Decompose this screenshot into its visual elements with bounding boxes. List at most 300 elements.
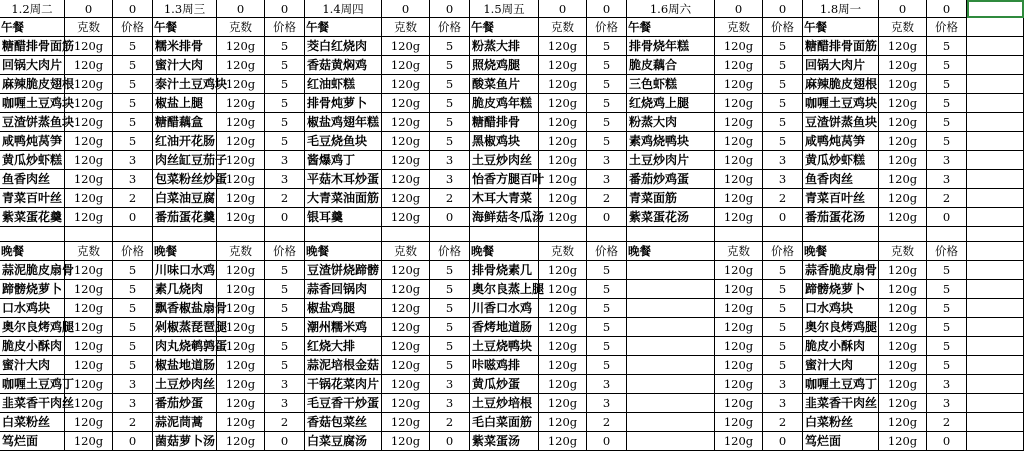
gram-value[interactable]: 120g bbox=[217, 394, 265, 413]
price-value[interactable]: 0 bbox=[587, 432, 627, 451]
gram-value[interactable]: 120g bbox=[715, 337, 763, 356]
dinner-label[interactable]: 晚餐 bbox=[153, 242, 217, 261]
empty-cell[interactable] bbox=[967, 375, 1024, 394]
price-label[interactable]: 价格 bbox=[763, 242, 803, 261]
gram-label[interactable]: 克数 bbox=[65, 242, 113, 261]
gram-value[interactable]: 120g bbox=[65, 394, 113, 413]
gram-value[interactable]: 120g bbox=[539, 151, 587, 170]
empty-cell[interactable] bbox=[803, 227, 879, 242]
gram-value[interactable]: 120g bbox=[879, 280, 927, 299]
price-value[interactable]: 3 bbox=[430, 170, 470, 189]
price-value[interactable]: 5 bbox=[587, 113, 627, 132]
price-value[interactable]: 5 bbox=[927, 75, 967, 94]
gram-value[interactable]: 120g bbox=[715, 280, 763, 299]
dish-name[interactable]: 紫菜蛋花羹 bbox=[0, 208, 65, 227]
gram-value[interactable]: 120g bbox=[382, 413, 430, 432]
gram-value[interactable]: 120g bbox=[539, 299, 587, 318]
gram-value[interactable]: 120g bbox=[539, 280, 587, 299]
gram-value[interactable]: 120g bbox=[382, 432, 430, 451]
price-value[interactable]: 3 bbox=[927, 170, 967, 189]
price-value[interactable]: 3 bbox=[265, 375, 305, 394]
date-header[interactable]: 1.5周五 bbox=[470, 0, 539, 18]
price-label[interactable]: 价格 bbox=[265, 242, 305, 261]
dish-name[interactable]: 蒜泥培根金菇 bbox=[305, 356, 382, 375]
gram-value[interactable]: 120g bbox=[879, 170, 927, 189]
price-value[interactable]: 5 bbox=[430, 56, 470, 75]
dish-name[interactable]: 毛白菜面筋 bbox=[470, 413, 539, 432]
dish-name[interactable]: 回锅大肉片 bbox=[0, 56, 65, 75]
dish-name[interactable] bbox=[627, 356, 715, 375]
dish-name[interactable]: 奥尔良烤鸡腿 bbox=[803, 318, 879, 337]
dish-name[interactable]: 咖喱土豆鸡丁 bbox=[0, 375, 65, 394]
gram-label[interactable]: 克数 bbox=[539, 18, 587, 37]
dish-name[interactable] bbox=[627, 299, 715, 318]
price-value[interactable]: 5 bbox=[587, 75, 627, 94]
price-value[interactable]: 5 bbox=[265, 113, 305, 132]
empty-cell[interactable] bbox=[715, 227, 763, 242]
price-value[interactable]: 5 bbox=[113, 75, 153, 94]
price-value[interactable]: 3 bbox=[113, 375, 153, 394]
gram-value[interactable]: 120g bbox=[217, 151, 265, 170]
empty-cell[interactable] bbox=[967, 208, 1024, 227]
gram-value[interactable]: 120g bbox=[715, 170, 763, 189]
dish-name[interactable]: 酸菜鱼片 bbox=[470, 75, 539, 94]
dish-name[interactable]: 鱼香肉丝 bbox=[803, 170, 879, 189]
empty-cell[interactable] bbox=[305, 227, 382, 242]
price-value[interactable]: 5 bbox=[113, 337, 153, 356]
gram-value[interactable]: 120g bbox=[539, 56, 587, 75]
dish-name[interactable]: 糖醋排骨 bbox=[470, 113, 539, 132]
price-value[interactable]: 5 bbox=[113, 56, 153, 75]
price-value[interactable]: 3 bbox=[430, 394, 470, 413]
dish-name[interactable]: 韭菜香干肉丝 bbox=[0, 394, 65, 413]
price-value[interactable]: 3 bbox=[927, 375, 967, 394]
gram-value[interactable]: 120g bbox=[382, 189, 430, 208]
dish-name[interactable]: 青菜百叶丝 bbox=[0, 189, 65, 208]
gram-label[interactable]: 克数 bbox=[879, 18, 927, 37]
price-value[interactable]: 3 bbox=[763, 394, 803, 413]
dish-name[interactable]: 黄瓜炒虾糕 bbox=[0, 151, 65, 170]
dish-name[interactable]: 咸鸭炖莴笋 bbox=[0, 132, 65, 151]
gram-value[interactable]: 120g bbox=[65, 337, 113, 356]
gram-value[interactable]: 120g bbox=[715, 432, 763, 451]
dish-name[interactable]: 海鲜菇冬瓜汤 bbox=[470, 208, 539, 227]
empty-cell[interactable] bbox=[217, 227, 265, 242]
dish-name[interactable]: 糯米排骨 bbox=[153, 37, 217, 56]
gram-value[interactable]: 120g bbox=[382, 151, 430, 170]
gram-value[interactable]: 120g bbox=[879, 208, 927, 227]
gram-value[interactable]: 120g bbox=[879, 132, 927, 151]
price-value[interactable]: 2 bbox=[763, 189, 803, 208]
dish-name[interactable]: 川香口水鸡 bbox=[470, 299, 539, 318]
gram-value[interactable]: 120g bbox=[539, 75, 587, 94]
price-value[interactable]: 3 bbox=[763, 151, 803, 170]
gram-value[interactable]: 120g bbox=[879, 318, 927, 337]
gram-value[interactable]: 120g bbox=[382, 318, 430, 337]
gram-value[interactable]: 120g bbox=[382, 94, 430, 113]
price-label[interactable]: 价格 bbox=[763, 18, 803, 37]
gram-value[interactable]: 120g bbox=[879, 94, 927, 113]
price-value[interactable]: 5 bbox=[113, 318, 153, 337]
dish-name[interactable]: 土豆炒肉丝 bbox=[470, 151, 539, 170]
gram-value[interactable]: 120g bbox=[382, 261, 430, 280]
dish-name[interactable]: 椒盐鸡翅年糕 bbox=[305, 113, 382, 132]
price-value[interactable]: 0 bbox=[763, 208, 803, 227]
dish-name[interactable]: 韭菜香干肉丝 bbox=[803, 394, 879, 413]
dish-name[interactable]: 素几烧肉 bbox=[153, 280, 217, 299]
selected-cell[interactable] bbox=[967, 0, 1024, 18]
price-value[interactable]: 2 bbox=[587, 189, 627, 208]
price-value[interactable]: 5 bbox=[265, 299, 305, 318]
price-value[interactable]: 3 bbox=[265, 394, 305, 413]
price-value[interactable]: 2 bbox=[265, 189, 305, 208]
price-value[interactable]: 3 bbox=[587, 394, 627, 413]
dish-name[interactable]: 排骨炖萝卜 bbox=[305, 94, 382, 113]
gram-label[interactable]: 克数 bbox=[715, 18, 763, 37]
gram-value[interactable]: 120g bbox=[879, 37, 927, 56]
gram-value[interactable]: 120g bbox=[65, 356, 113, 375]
dish-name[interactable]: 肉丝缸豆茄子 bbox=[153, 151, 217, 170]
gram-value[interactable]: 120g bbox=[217, 132, 265, 151]
empty-cell[interactable] bbox=[967, 94, 1024, 113]
price-value[interactable]: 2 bbox=[113, 413, 153, 432]
gram-value[interactable]: 120g bbox=[539, 337, 587, 356]
dish-name[interactable]: 椒盐上腿 bbox=[153, 94, 217, 113]
gram-value[interactable]: 120g bbox=[879, 413, 927, 432]
dish-name[interactable]: 紫菜蛋汤 bbox=[470, 432, 539, 451]
empty-cell[interactable] bbox=[967, 132, 1024, 151]
dish-name[interactable]: 土豆炒肉片 bbox=[627, 151, 715, 170]
empty-cell[interactable] bbox=[967, 113, 1024, 132]
dish-name[interactable] bbox=[627, 375, 715, 394]
empty-cell[interactable] bbox=[967, 189, 1024, 208]
header-value[interactable]: 0 bbox=[587, 0, 627, 18]
price-value[interactable]: 5 bbox=[587, 318, 627, 337]
dish-name[interactable]: 粉蒸大肉 bbox=[627, 113, 715, 132]
gram-value[interactable]: 120g bbox=[382, 337, 430, 356]
dish-name[interactable] bbox=[627, 394, 715, 413]
date-header[interactable]: 1.3周三 bbox=[153, 0, 217, 18]
dish-name[interactable]: 素鸡烧鸭块 bbox=[627, 132, 715, 151]
price-value[interactable]: 0 bbox=[265, 432, 305, 451]
dish-name[interactable]: 潮州糯米鸡 bbox=[305, 318, 382, 337]
price-value[interactable]: 5 bbox=[763, 261, 803, 280]
dish-name[interactable]: 笃烂面 bbox=[803, 432, 879, 451]
lunch-label[interactable]: 午餐 bbox=[803, 18, 879, 37]
dish-name[interactable]: 咖喱土豆鸡块 bbox=[0, 94, 65, 113]
dish-name[interactable]: 番茄炒蛋 bbox=[153, 394, 217, 413]
gram-value[interactable]: 120g bbox=[539, 208, 587, 227]
price-value[interactable]: 3 bbox=[265, 151, 305, 170]
gram-value[interactable]: 120g bbox=[879, 394, 927, 413]
price-value[interactable]: 5 bbox=[430, 356, 470, 375]
price-value[interactable]: 5 bbox=[265, 75, 305, 94]
price-label[interactable]: 价格 bbox=[430, 242, 470, 261]
dish-name[interactable]: 口水鸡块 bbox=[803, 299, 879, 318]
empty-cell[interactable] bbox=[539, 227, 587, 242]
date-header[interactable]: 1.6周六 bbox=[627, 0, 715, 18]
empty-cell[interactable] bbox=[967, 432, 1024, 451]
gram-value[interactable]: 120g bbox=[217, 318, 265, 337]
gram-value[interactable]: 120g bbox=[65, 261, 113, 280]
gram-value[interactable]: 120g bbox=[715, 189, 763, 208]
dish-name[interactable]: 菌菇萝卜汤 bbox=[153, 432, 217, 451]
dish-name[interactable]: 黑椒鸡块 bbox=[470, 132, 539, 151]
gram-label[interactable]: 克数 bbox=[65, 18, 113, 37]
price-value[interactable]: 5 bbox=[587, 56, 627, 75]
dish-name[interactable]: 蒜泥脆皮扇骨 bbox=[0, 261, 65, 280]
dish-name[interactable]: 土豆炒培根 bbox=[470, 394, 539, 413]
price-value[interactable]: 5 bbox=[927, 337, 967, 356]
dish-name[interactable]: 白菜油豆腐 bbox=[153, 189, 217, 208]
date-header[interactable]: 1.8周一 bbox=[803, 0, 879, 18]
gram-value[interactable]: 120g bbox=[382, 56, 430, 75]
price-value[interactable]: 5 bbox=[265, 56, 305, 75]
gram-label[interactable]: 克数 bbox=[217, 18, 265, 37]
dish-name[interactable]: 黄瓜炒虾糕 bbox=[803, 151, 879, 170]
gram-value[interactable]: 120g bbox=[715, 113, 763, 132]
dish-name[interactable]: 椒盐鸡腿 bbox=[305, 299, 382, 318]
gram-value[interactable]: 120g bbox=[539, 170, 587, 189]
gram-value[interactable]: 120g bbox=[65, 94, 113, 113]
gram-value[interactable]: 120g bbox=[715, 394, 763, 413]
dish-name[interactable]: 毛豆烧鱼块 bbox=[305, 132, 382, 151]
gram-value[interactable]: 120g bbox=[65, 280, 113, 299]
price-value[interactable]: 5 bbox=[113, 37, 153, 56]
dish-name[interactable]: 蒜香回锅肉 bbox=[305, 280, 382, 299]
dish-name[interactable]: 咖喱土豆鸡块 bbox=[803, 94, 879, 113]
dish-name[interactable]: 豆渣饼蒸鱼块 bbox=[0, 113, 65, 132]
gram-value[interactable]: 120g bbox=[879, 356, 927, 375]
dish-name[interactable]: 糖醋排骨面筋 bbox=[0, 37, 65, 56]
empty-cell[interactable] bbox=[967, 151, 1024, 170]
gram-value[interactable]: 120g bbox=[65, 132, 113, 151]
empty-cell[interactable] bbox=[967, 37, 1024, 56]
dish-name[interactable]: 香菇黄焖鸡 bbox=[305, 56, 382, 75]
dish-name[interactable]: 蜜汁大肉 bbox=[0, 356, 65, 375]
dish-name[interactable]: 茭白红烧肉 bbox=[305, 37, 382, 56]
price-label[interactable]: 价格 bbox=[113, 242, 153, 261]
dish-name[interactable]: 银耳羹 bbox=[305, 208, 382, 227]
gram-value[interactable]: 120g bbox=[65, 413, 113, 432]
dish-name[interactable]: 黄瓜炒蛋 bbox=[470, 375, 539, 394]
price-value[interactable]: 5 bbox=[927, 318, 967, 337]
price-value[interactable]: 5 bbox=[763, 75, 803, 94]
gram-value[interactable]: 120g bbox=[217, 208, 265, 227]
dish-name[interactable] bbox=[627, 413, 715, 432]
gram-value[interactable]: 120g bbox=[715, 56, 763, 75]
price-value[interactable]: 5 bbox=[265, 132, 305, 151]
gram-value[interactable]: 120g bbox=[539, 432, 587, 451]
gram-value[interactable]: 120g bbox=[879, 337, 927, 356]
dish-name[interactable]: 蜜汁大肉 bbox=[153, 56, 217, 75]
price-value[interactable]: 5 bbox=[587, 299, 627, 318]
dish-name[interactable]: 香菇包菜丝 bbox=[305, 413, 382, 432]
price-value[interactable]: 0 bbox=[587, 208, 627, 227]
price-value[interactable]: 3 bbox=[113, 394, 153, 413]
price-value[interactable]: 5 bbox=[763, 337, 803, 356]
price-value[interactable]: 5 bbox=[265, 356, 305, 375]
gram-value[interactable]: 120g bbox=[217, 261, 265, 280]
gram-value[interactable]: 120g bbox=[65, 432, 113, 451]
empty-cell[interactable] bbox=[470, 227, 539, 242]
empty-cell[interactable] bbox=[587, 227, 627, 242]
price-value[interactable]: 2 bbox=[113, 189, 153, 208]
price-value[interactable]: 3 bbox=[763, 170, 803, 189]
gram-value[interactable]: 120g bbox=[879, 299, 927, 318]
gram-value[interactable]: 120g bbox=[539, 37, 587, 56]
empty-cell[interactable] bbox=[967, 242, 1024, 261]
dish-name[interactable]: 回锅大肉片 bbox=[803, 56, 879, 75]
price-label[interactable]: 价格 bbox=[265, 18, 305, 37]
price-value[interactable]: 5 bbox=[927, 56, 967, 75]
gram-value[interactable]: 120g bbox=[539, 113, 587, 132]
price-label[interactable]: 价格 bbox=[927, 242, 967, 261]
date-header[interactable]: 1.4周四 bbox=[305, 0, 382, 18]
price-value[interactable]: 5 bbox=[763, 132, 803, 151]
dish-name[interactable]: 蜜汁大肉 bbox=[803, 356, 879, 375]
gram-label[interactable]: 克数 bbox=[382, 18, 430, 37]
gram-value[interactable]: 120g bbox=[715, 132, 763, 151]
dish-name[interactable]: 糖醋藕盒 bbox=[153, 113, 217, 132]
dish-name[interactable]: 泰汁土豆鸡块 bbox=[153, 75, 217, 94]
dish-name[interactable]: 红烧鸡上腿 bbox=[627, 94, 715, 113]
gram-value[interactable]: 120g bbox=[715, 37, 763, 56]
gram-value[interactable]: 120g bbox=[217, 170, 265, 189]
dish-name[interactable]: 排骨烧素几 bbox=[470, 261, 539, 280]
empty-cell[interactable] bbox=[382, 227, 430, 242]
price-value[interactable]: 5 bbox=[430, 94, 470, 113]
date-header[interactable]: 1.2周二 bbox=[0, 0, 65, 18]
price-value[interactable]: 0 bbox=[430, 208, 470, 227]
price-value[interactable]: 5 bbox=[927, 280, 967, 299]
dish-name[interactable]: 三色虾糕 bbox=[627, 75, 715, 94]
gram-value[interactable]: 120g bbox=[539, 189, 587, 208]
gram-value[interactable]: 120g bbox=[382, 299, 430, 318]
dish-name[interactable]: 肉丸烧鹌鹑蛋 bbox=[153, 337, 217, 356]
price-value[interactable]: 5 bbox=[113, 94, 153, 113]
price-value[interactable]: 3 bbox=[587, 375, 627, 394]
dish-name[interactable]: 咔嗞鸡排 bbox=[470, 356, 539, 375]
price-value[interactable]: 5 bbox=[113, 113, 153, 132]
empty-cell[interactable] bbox=[265, 227, 305, 242]
gram-value[interactable]: 120g bbox=[539, 356, 587, 375]
empty-cell[interactable] bbox=[967, 261, 1024, 280]
price-label[interactable]: 价格 bbox=[587, 18, 627, 37]
price-value[interactable]: 0 bbox=[113, 208, 153, 227]
price-value[interactable]: 2 bbox=[265, 413, 305, 432]
price-value[interactable]: 5 bbox=[587, 261, 627, 280]
empty-cell[interactable] bbox=[430, 227, 470, 242]
price-value[interactable]: 5 bbox=[763, 37, 803, 56]
gram-value[interactable]: 120g bbox=[65, 318, 113, 337]
dish-name[interactable]: 照烧鸡腿 bbox=[470, 56, 539, 75]
gram-label[interactable]: 克数 bbox=[879, 242, 927, 261]
gram-value[interactable]: 120g bbox=[65, 170, 113, 189]
empty-cell[interactable] bbox=[967, 56, 1024, 75]
price-value[interactable]: 5 bbox=[430, 318, 470, 337]
dish-name[interactable]: 红烧大排 bbox=[305, 337, 382, 356]
dish-name[interactable]: 红油虾糕 bbox=[305, 75, 382, 94]
dish-name[interactable]: 脆皮鸡年糕 bbox=[470, 94, 539, 113]
price-value[interactable]: 5 bbox=[430, 280, 470, 299]
dish-name[interactable]: 红油开花肠 bbox=[153, 132, 217, 151]
price-value[interactable]: 5 bbox=[587, 356, 627, 375]
gram-value[interactable]: 120g bbox=[217, 56, 265, 75]
price-value[interactable]: 3 bbox=[927, 394, 967, 413]
price-value[interactable]: 5 bbox=[927, 132, 967, 151]
gram-value[interactable]: 120g bbox=[217, 94, 265, 113]
gram-value[interactable]: 120g bbox=[217, 413, 265, 432]
dish-name[interactable]: 豆渣饼烧蹄髈 bbox=[305, 261, 382, 280]
empty-cell[interactable] bbox=[967, 356, 1024, 375]
price-value[interactable]: 5 bbox=[763, 318, 803, 337]
dish-name[interactable]: 排骨烧年糕 bbox=[627, 37, 715, 56]
header-value[interactable]: 0 bbox=[715, 0, 763, 18]
price-value[interactable]: 2 bbox=[927, 189, 967, 208]
gram-label[interactable]: 克数 bbox=[217, 242, 265, 261]
price-value[interactable]: 3 bbox=[927, 151, 967, 170]
price-value[interactable]: 2 bbox=[430, 413, 470, 432]
price-value[interactable]: 3 bbox=[763, 375, 803, 394]
empty-cell[interactable] bbox=[879, 227, 927, 242]
price-value[interactable]: 5 bbox=[113, 280, 153, 299]
price-value[interactable]: 3 bbox=[265, 170, 305, 189]
price-value[interactable]: 2 bbox=[763, 413, 803, 432]
price-value[interactable]: 5 bbox=[265, 280, 305, 299]
gram-value[interactable]: 120g bbox=[879, 113, 927, 132]
gram-value[interactable]: 120g bbox=[539, 413, 587, 432]
gram-value[interactable]: 120g bbox=[382, 375, 430, 394]
gram-value[interactable]: 120g bbox=[879, 261, 927, 280]
dish-name[interactable]: 土豆烧鸭块 bbox=[470, 337, 539, 356]
gram-label[interactable]: 克数 bbox=[382, 242, 430, 261]
header-value[interactable]: 0 bbox=[217, 0, 265, 18]
price-value[interactable]: 5 bbox=[430, 337, 470, 356]
gram-value[interactable]: 120g bbox=[715, 375, 763, 394]
dish-name[interactable]: 平菇木耳炒蛋 bbox=[305, 170, 382, 189]
price-value[interactable]: 5 bbox=[763, 56, 803, 75]
gram-value[interactable]: 120g bbox=[382, 208, 430, 227]
header-value[interactable]: 0 bbox=[879, 0, 927, 18]
dish-name[interactable]: 蒜香脆皮扇骨 bbox=[803, 261, 879, 280]
gram-value[interactable]: 120g bbox=[539, 261, 587, 280]
dish-name[interactable]: 大青菜油面筋 bbox=[305, 189, 382, 208]
dish-name[interactable]: 麻辣脆皮翅根 bbox=[0, 75, 65, 94]
price-value[interactable]: 2 bbox=[430, 189, 470, 208]
price-value[interactable]: 5 bbox=[763, 299, 803, 318]
dish-name[interactable]: 蹄髈烧萝卜 bbox=[803, 280, 879, 299]
dish-name[interactable]: 土豆炒肉丝 bbox=[153, 375, 217, 394]
price-value[interactable]: 5 bbox=[113, 261, 153, 280]
gram-value[interactable]: 120g bbox=[382, 37, 430, 56]
price-value[interactable]: 5 bbox=[927, 37, 967, 56]
empty-cell[interactable] bbox=[967, 337, 1024, 356]
dish-name[interactable]: 粉蒸大排 bbox=[470, 37, 539, 56]
gram-value[interactable]: 120g bbox=[382, 356, 430, 375]
gram-value[interactable]: 120g bbox=[217, 113, 265, 132]
dish-name[interactable] bbox=[627, 318, 715, 337]
price-value[interactable]: 5 bbox=[430, 75, 470, 94]
dish-name[interactable]: 蒜泥茼蒿 bbox=[153, 413, 217, 432]
price-value[interactable]: 5 bbox=[265, 337, 305, 356]
lunch-label[interactable]: 午餐 bbox=[470, 18, 539, 37]
gram-value[interactable]: 120g bbox=[382, 75, 430, 94]
price-value[interactable]: 5 bbox=[587, 37, 627, 56]
price-label[interactable]: 价格 bbox=[587, 242, 627, 261]
gram-value[interactable]: 120g bbox=[715, 208, 763, 227]
empty-cell[interactable] bbox=[763, 227, 803, 242]
